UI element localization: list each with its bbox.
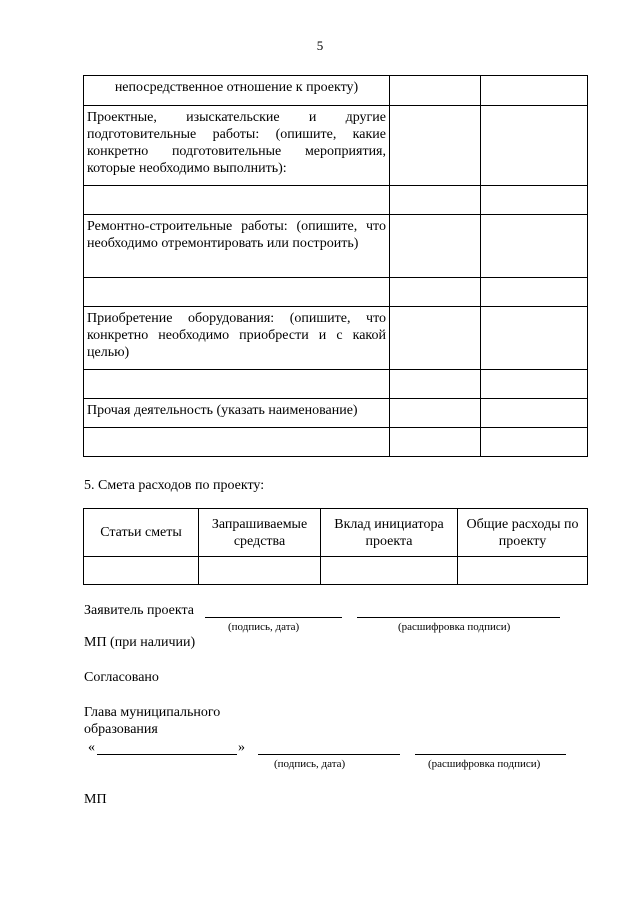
page-number: 5 [316,38,324,53]
head-title-line1: Глава муниципального [84,705,221,720]
date-blank[interactable] [97,754,237,755]
budget-header-items: Статьи сметы [84,509,199,557]
activity-description: Ремонтно-строительные работы: (опишите, что необходимо отремонтировать или построить) [84,215,390,278]
activity-value-cell[interactable] [390,186,481,215]
activity-value-cell[interactable] [481,428,588,457]
mp-if-any: МП (при наличии) [84,635,196,650]
activity-row [84,278,588,307]
applicant-sign-caption: (подпись, дата) [228,621,300,633]
activity-value-cell[interactable] [481,399,588,428]
budget-cell[interactable] [321,557,458,585]
activity-row [84,76,588,106]
budget-table [83,508,588,585]
activity-value-cell[interactable] [390,278,481,307]
budget-section-heading: 5. Смета расходов по проекту: [84,478,265,493]
applicant-decode-blank[interactable] [357,617,560,618]
activity-value-cell[interactable] [481,278,588,307]
applicant-label: Заявитель проекта [84,603,194,618]
activity-value-cell[interactable] [481,307,588,370]
budget-cell[interactable] [84,557,199,585]
activity-description: Прочая деятельность (указать наименование) [84,399,390,428]
quote-open: « [88,740,95,755]
budget-cell[interactable] [199,557,321,585]
activity-row [84,186,588,215]
head-sign-caption: (подпись, дата) [274,758,346,770]
activity-value-cell[interactable] [481,215,588,278]
budget-header-contribution: Вклад инициатора проекта [321,509,458,557]
head-decode-caption: (расшифровка подписи) [428,758,541,770]
activity-description: непосредственное отношение к проекту) [84,76,390,106]
activity-value-cell[interactable] [390,307,481,370]
quote-close: » [238,740,245,755]
activity-value-cell[interactable] [390,76,481,106]
activity-value-cell[interactable] [390,215,481,278]
budget-header-total: Общие расходы по проекту [458,509,588,557]
head-decode-blank[interactable] [415,754,566,755]
activity-row [84,428,588,457]
activity-description: Проектные, изыскательские и другие подготовительные работы: (опишите, какие конкретно подготовительные мероприятия, которые необходимо выполнить): [84,106,390,186]
activity-row [84,106,588,186]
activity-description: Приобретение оборудования: (опишите, что конкретно необходимо приобрести и с какой целью) [84,307,390,370]
activity-value-cell[interactable] [390,428,481,457]
head-title-line2: образования [84,722,158,737]
mp-label: МП [84,792,107,807]
activity-empty-cell[interactable] [84,370,390,399]
project-activities-table [83,75,588,457]
budget-empty-row [84,557,588,585]
applicant-signature-blank[interactable] [205,617,342,618]
activity-row [84,399,588,428]
applicant-decode-caption: (расшифровка подписи) [398,621,511,633]
head-signature-blank[interactable] [258,754,400,755]
budget-header-requested: Запрашиваемые средства [199,509,321,557]
activity-value-cell[interactable] [390,370,481,399]
activity-row [84,307,588,370]
activity-value-cell[interactable] [481,370,588,399]
activity-value-cell[interactable] [481,186,588,215]
activity-empty-cell[interactable] [84,428,390,457]
activity-value-cell[interactable] [481,106,588,186]
activity-row [84,215,588,278]
activity-row [84,370,588,399]
activity-empty-cell[interactable] [84,278,390,307]
activity-value-cell[interactable] [481,76,588,106]
activity-value-cell[interactable] [390,106,481,186]
budget-cell[interactable] [458,557,588,585]
activity-empty-cell[interactable] [84,186,390,215]
agreed-label: Согласовано [84,670,159,685]
activity-value-cell[interactable] [390,399,481,428]
